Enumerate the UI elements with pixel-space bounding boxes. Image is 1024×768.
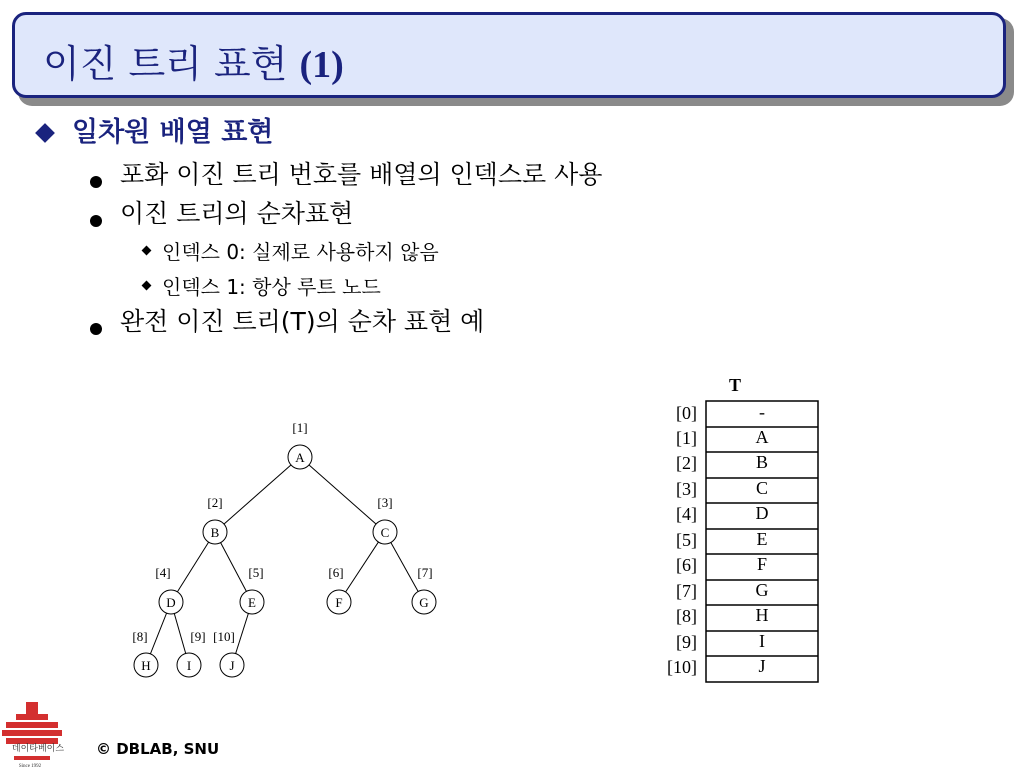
- tree-edges: [146, 457, 424, 665]
- array-name: T: [728, 375, 742, 395]
- node-index: [5]: [248, 565, 264, 580]
- array-index: [9]: [676, 632, 697, 652]
- node-index: [8]: [132, 629, 148, 644]
- tree-node: [373, 495, 397, 544]
- bullet-item1: 포화 이진 트리 번호를 배열의 인덱스로 사용: [120, 160, 603, 189]
- bullet-sub2: 인덱스 1: 항상 루트 노드: [162, 275, 381, 299]
- array-index: [7]: [676, 581, 697, 601]
- array-value: B: [755, 452, 769, 472]
- title-number: (1): [299, 44, 344, 86]
- title-text: 이진 트리 표현: [43, 42, 300, 86]
- array-index: [3]: [676, 479, 697, 499]
- array-index: [0]: [676, 403, 697, 423]
- node-index: [1]: [292, 420, 308, 435]
- array-table: [667, 375, 818, 682]
- node-index: [3]: [377, 495, 393, 510]
- array-index: [8]: [676, 606, 697, 626]
- tree-node: [132, 629, 158, 677]
- edge-a-b: [215, 457, 300, 532]
- array-index: [4]: [676, 504, 697, 524]
- node-label: D: [166, 595, 176, 610]
- node-label: E: [248, 595, 256, 610]
- tree-node: [203, 495, 227, 544]
- node-index: [7]: [417, 565, 433, 580]
- array-index: [5]: [676, 530, 697, 550]
- array-value: -: [759, 402, 765, 422]
- tree-node: [412, 565, 436, 614]
- node-label: G: [419, 595, 429, 610]
- tree-node: [213, 629, 244, 677]
- array-value: J: [758, 656, 766, 676]
- node-index: [4]: [155, 565, 171, 580]
- array-value: D: [755, 503, 769, 523]
- bullet-item2: 이진 트리의 순차표현: [120, 199, 354, 228]
- node-label: I: [186, 658, 192, 673]
- array-value: F: [756, 554, 768, 574]
- array-value: G: [755, 580, 769, 600]
- array-value: I: [759, 631, 765, 651]
- node-label: A: [295, 450, 305, 465]
- node-label: B: [210, 525, 220, 540]
- logo-text: 데이타베이스: [11, 743, 65, 753]
- tree-node: [240, 565, 264, 614]
- footer-copyright: © DBLAB, SNU: [96, 740, 220, 758]
- node-index: [10]: [213, 629, 235, 644]
- node-index: [2]: [207, 495, 223, 510]
- array-value: E: [756, 529, 768, 549]
- tree-node: [288, 420, 312, 469]
- logo-since: Since 1992: [18, 764, 42, 768]
- node-index: [9]: [190, 629, 206, 644]
- array-index: [10]: [667, 657, 697, 677]
- node-index: [6]: [328, 565, 344, 580]
- array-value: H: [755, 605, 769, 625]
- array-index: [6]: [676, 555, 697, 575]
- array-index: [2]: [676, 453, 697, 473]
- bullet-item3: 완전 이진 트리(T)의 순차 표현 예: [120, 307, 485, 336]
- node-label: C: [380, 525, 390, 540]
- bullet-level1: 일차원 배열 표현: [72, 117, 274, 148]
- node-label: J: [229, 658, 235, 673]
- edge-c-f: [339, 532, 385, 602]
- dblab-logo-icon: [0, 700, 76, 768]
- array-index: [1]: [676, 428, 697, 448]
- node-label: F: [335, 595, 343, 610]
- array-value: A: [755, 427, 769, 447]
- node-label: H: [141, 658, 151, 673]
- array-value: C: [755, 478, 769, 498]
- bullet-sub1: 인덱스 0: 실제로 사용하지 않음: [162, 240, 439, 264]
- edge-a-c: [300, 457, 385, 532]
